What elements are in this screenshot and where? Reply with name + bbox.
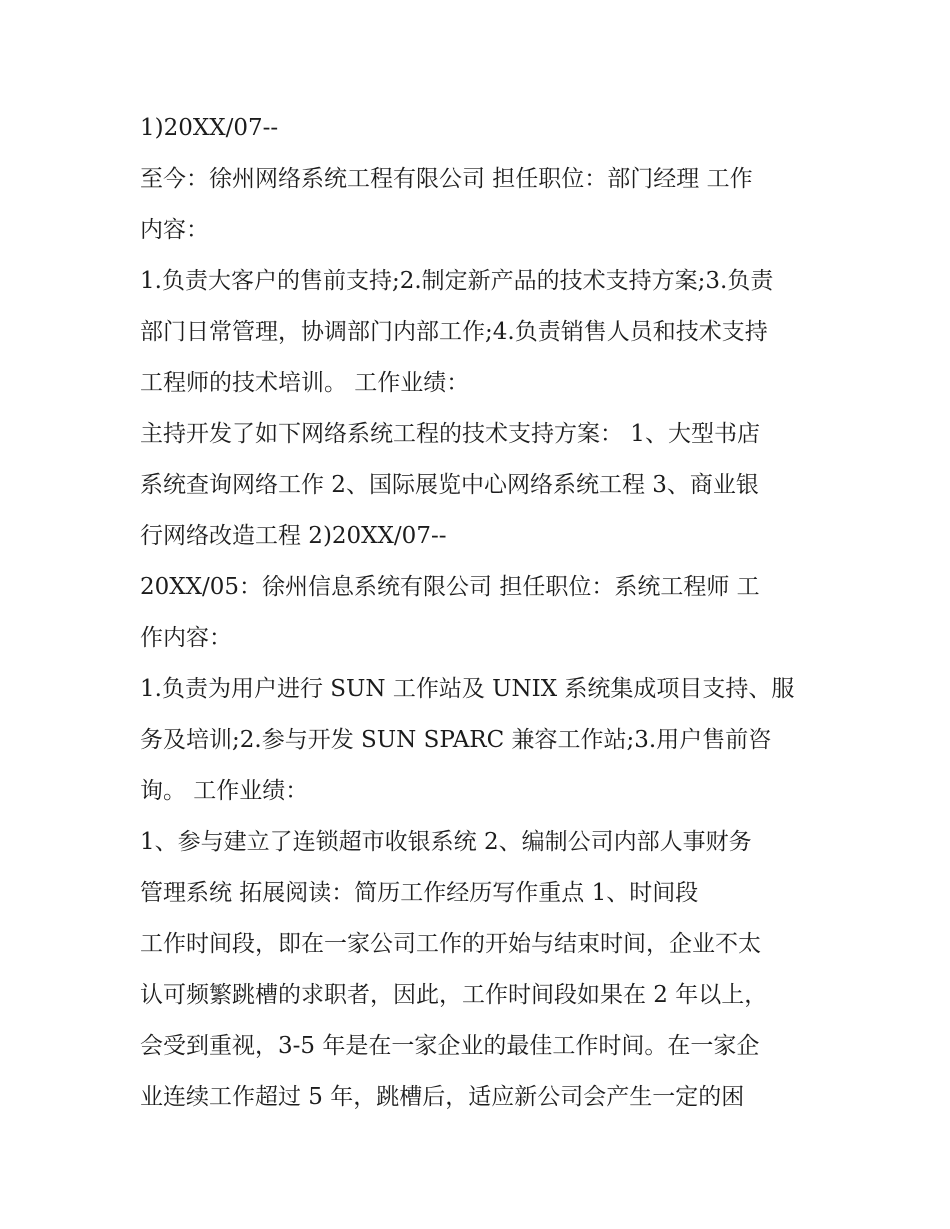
text-line: 询。 工作业绩： [140,778,309,804]
text-line: 内容： [140,217,209,243]
text-line: 业连续工作超过 5 年，跳槽后，适应新公司会产生一定的困 [140,1084,745,1110]
text-line: 1)20XX/07-- [140,115,279,141]
text-line: 务及培训;2.参与开发 SUN SPARC 兼容工作站;3.用户售前咨 [140,727,772,753]
text-line: 主持开发了如下网络系统工程的技术支持方案： 1、大型书店 [140,421,760,447]
text-line: 认可频繁跳槽的求职者，因此，工作时间段如果在 2 年以上， [140,982,768,1008]
text-line: 作内容： [140,625,232,651]
document-body [140,108,820,1128]
text-line: 1、参与建立了连锁超市收银系统 2、编制公司内部人事财务 [140,829,752,855]
text-line: 至今：徐州网络系统工程有限公司 担任职位：部门经理 工作 [140,166,753,192]
text-line: 系统查询网络工作 2、国际展览中心网络系统工程 3、商业银 [140,472,759,498]
text-line: 会受到重视，3-5 年是在一家企业的最佳工作时间。在一家企 [140,1033,760,1059]
text-line: 部门日常管理，协调部门内部工作;4.负责销售人员和技术支持 [140,319,768,345]
text-line: 工程师的技术培训。 工作业绩： [140,370,470,396]
text-line: 行网络改造工程 2)20XX/07-- [140,523,447,549]
text-line: 1.负责为用户进行 SUN 工作站及 UNIX 系统集成项目支持、服 [140,676,795,702]
text-line: 工作时间段，即在一家公司工作的开始与结束时间，企业不太 [140,931,761,957]
text-line: 20XX/05：徐州信息系统有限公司 担任职位：系统工程师 工 [140,574,760,600]
text-line: 1.负责大客户的售前支持;2.制定新产品的技术支持方案;3.负责 [140,268,774,294]
text-line: 管理系统 拓展阅读：简历工作经历写作重点 1、时间段 [140,880,699,906]
